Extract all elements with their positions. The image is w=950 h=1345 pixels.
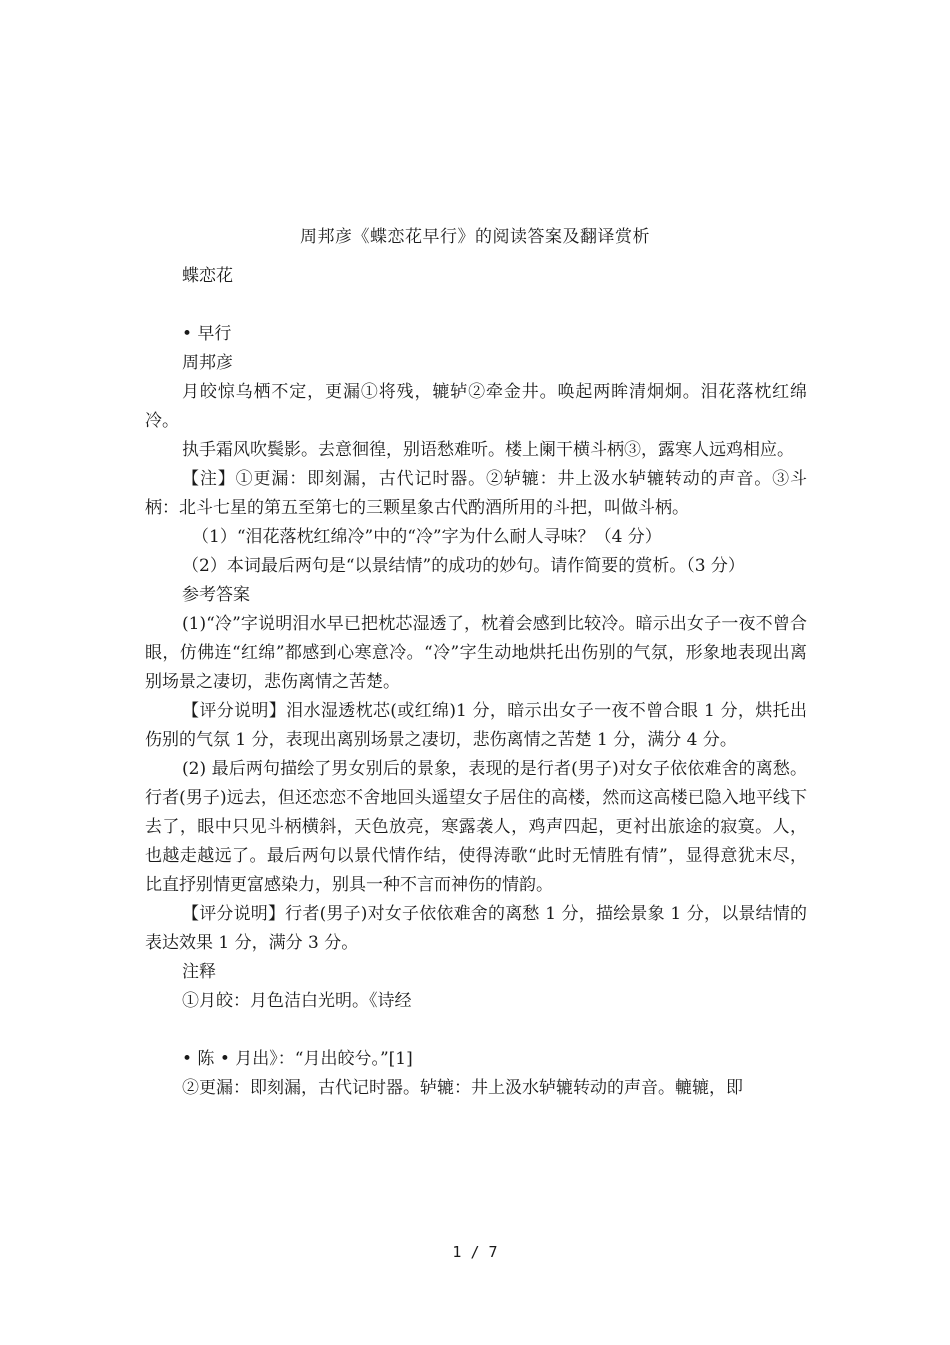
scoring-note-1: 【评分说明】泪水湿透枕芯(或红绵)1 分，暗示出女子一夜不曾合眼 1 分，烘托出伤别的气氛 1 分，表现出离别场景之凄切，悲伤离情之苦楚 1 分，满分 4 分。 <box>145 701 807 750</box>
poem-title: 蝶恋花 <box>182 266 233 286</box>
scoring-note-2: 【评分说明】行者(男子)对女子依依难舍的离愁 1 分，描绘景象 1 分，以景结情的表达效果 1 分，满分 3 分。 <box>145 904 807 953</box>
spacer <box>145 1016 807 1045</box>
poem-stanza-2: 执手霜风吹鬓影。去意徊徨，别语愁难听。楼上阑干横斗柄③，露寒人远鸡相应。 <box>182 440 794 460</box>
page-indicator: 1 / 7 <box>452 1243 498 1261</box>
notes-item-1a: ①月皎：月色洁白光明。《诗经 <box>182 991 412 1011</box>
notes-item-1b: • 陈 • 月出》：“月出皎兮。”[1] <box>182 1049 413 1069</box>
author-name: 周邦彦 <box>182 353 233 373</box>
notes-item-2: ②更漏：即刻漏，古代记时器。轳辘：井上汲水轳辘转动的声音。轆辘，即 <box>182 1078 743 1098</box>
question-1: （1）“泪花落枕红绵冷”中的“冷”字为什么耐人寻味？（4 分） <box>192 527 662 547</box>
answer-2: (2) 最后两句描绘了男女别后的景象，表现的是行者(男子)对女子依依难舍的离愁。行者(男子)远去，但还恋恋不舍地回头遥望女子居住的高楼，然而这高楼已隐入地平线下去了，眼中只见斗柄横斜，天色放亮，寒露袭人，鸡声四起，更衬出旅途的寂寞。人，也越走越远了。最后两句以景代情作结，使得涛歌“此时无情胜有情”，显得意犹末尽，比直抒别情更富感染力，别具一种不言而神伤的情韵。 <box>145 759 807 895</box>
question-2: （2）本词最后两句是“以景结情”的成功的妙句。请作简要的赏析。（3 分） <box>182 556 745 576</box>
document-body <box>145 262 807 1103</box>
annotation-note: 【注】①更漏：即刻漏，古代记时器。②轳辘：井上汲水轳辘转动的声音。③斗柄：北斗七星的第五至第七的三颗星象古代酌酒所用的斗把，叫做斗柄。 <box>145 469 807 518</box>
spacer <box>145 291 807 320</box>
notes-heading: 注释 <box>182 962 216 982</box>
poem-subtitle: • 早行 <box>182 324 232 344</box>
poem-stanza-1: 月皎惊乌栖不定，更漏①将残，辘轳②牵金井。唤起两眸清炯炯。泪花落枕红绵冷。 <box>145 382 807 431</box>
page-title: 周邦彦《蝶恋花早行》的阅读答案及翻译赏析 <box>300 227 650 247</box>
answer-1: (1)“冷”字说明泪水早已把枕芯湿透了，枕着会感到比较冷。暗示出女子一夜不曾合眼，仿佛连“红绵”都感到心寒意冷。“冷”字生动地烘托出伤别的气氛，形象地表现出离别场景之凄切，悲伤离情之苦楚。 <box>145 614 807 692</box>
answer-heading: 参考答案 <box>182 585 250 605</box>
